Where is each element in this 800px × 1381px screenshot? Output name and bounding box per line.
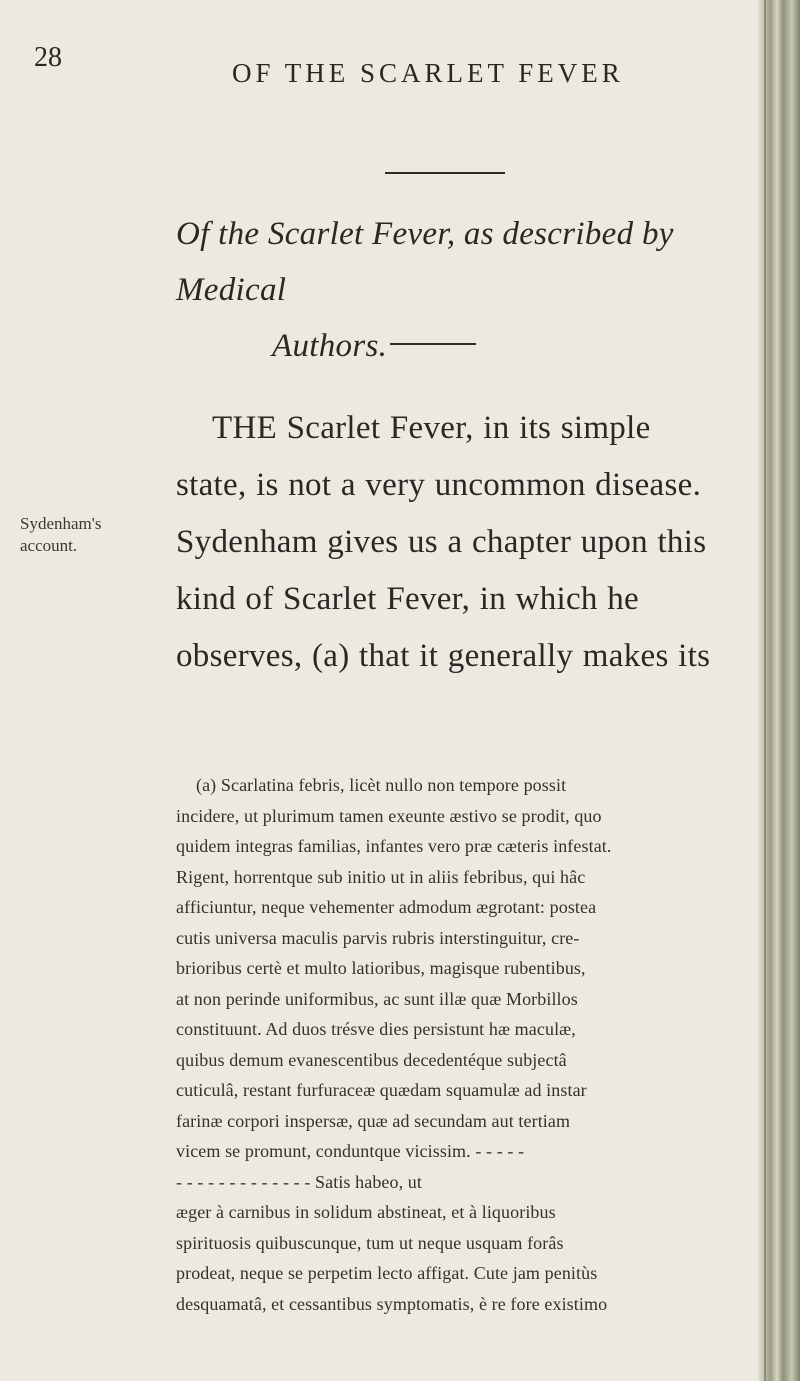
footnote-line: cutis universa maculis parvis rubris interstinguitur, cre- [176, 927, 580, 948]
margin-note [20, 513, 135, 557]
section-title-line2: Authors. [272, 328, 388, 364]
footnote-line: quibus demum evanescentibus decedentéque subjectâ [176, 1049, 567, 1070]
body-line: THE Scarlet Fever, in its simple [212, 410, 651, 446]
footnote-line: farinæ corpori inspersæ, quæ ad secundam aut tertiam [176, 1110, 571, 1131]
footnote-line: cuticulâ, restant furfuraceæ quædam squamulæ ad instar [176, 1080, 587, 1100]
footnote-line: incidere, ut plurimum tamen exeunte æstivo se prodit, quo [176, 805, 602, 826]
running-head: OF THE SCARLET FEVER [232, 58, 624, 88]
footnote-line: æger à carnibus in solidum abstineat, et à liquoribus [176, 1202, 556, 1222]
footnote-line: at non perinde uniformibus, ac sunt illæ quæ Morbillos [176, 988, 578, 1009]
footnote-line: (a) Scarlatina febris, licèt nullo non tempore possit [196, 775, 567, 795]
footnote-line: prodeat, neque se perpetim lecto affigat. Cute jam penitùs [176, 1263, 598, 1283]
section-title-line1: Of the Scarlet Fever, as described by Medical [176, 216, 674, 308]
ornamental-rule-top [385, 172, 505, 174]
footnote-line: quidem integras familias, infantes vero præ cæteris infestat. [176, 836, 612, 856]
footnote-line: - - - - - - - - - - - - - Satis habeo, ut [176, 1171, 423, 1192]
body-line: observes, (a) that it generally makes its [176, 638, 711, 674]
footnote-line: constituunt. Ad duos trésve dies persistunt hæ maculæ, [176, 1019, 576, 1039]
footnote-line: vicem se promunt, conduntque vicissim. - - - - - [176, 1141, 525, 1161]
margin-note-line1: Sydenham's [20, 514, 102, 533]
section-title [176, 206, 766, 374]
footnote [176, 770, 772, 1319]
footnote-line: afficiuntur, neque vehementer admodum ægrotant: postea [176, 897, 597, 917]
page-number: 28 [34, 42, 62, 73]
body-paragraph [176, 400, 776, 685]
body-line: kind of Scarlet Fever, in which he [176, 581, 640, 617]
footnote-line: desquamatâ, et cessantibus symptomatis, è re fore existimo [176, 1293, 608, 1314]
footnote-line: spirituosis quibuscunque, tum ut neque usquam forâs [176, 1232, 564, 1253]
footnote-line: Rigent, horrentque sub initio ut in aliis febribus, qui hâc [176, 866, 586, 887]
ornamental-rule-middle [390, 343, 476, 345]
body-line: state, is not a very uncommon disease. [176, 467, 702, 503]
margin-note-line2: account. [20, 536, 78, 555]
footnote-line: brioribus certè et multo latioribus, magisque rubentibus, [176, 958, 586, 978]
body-line: Sydenham gives us a chapter upon this [176, 524, 707, 560]
